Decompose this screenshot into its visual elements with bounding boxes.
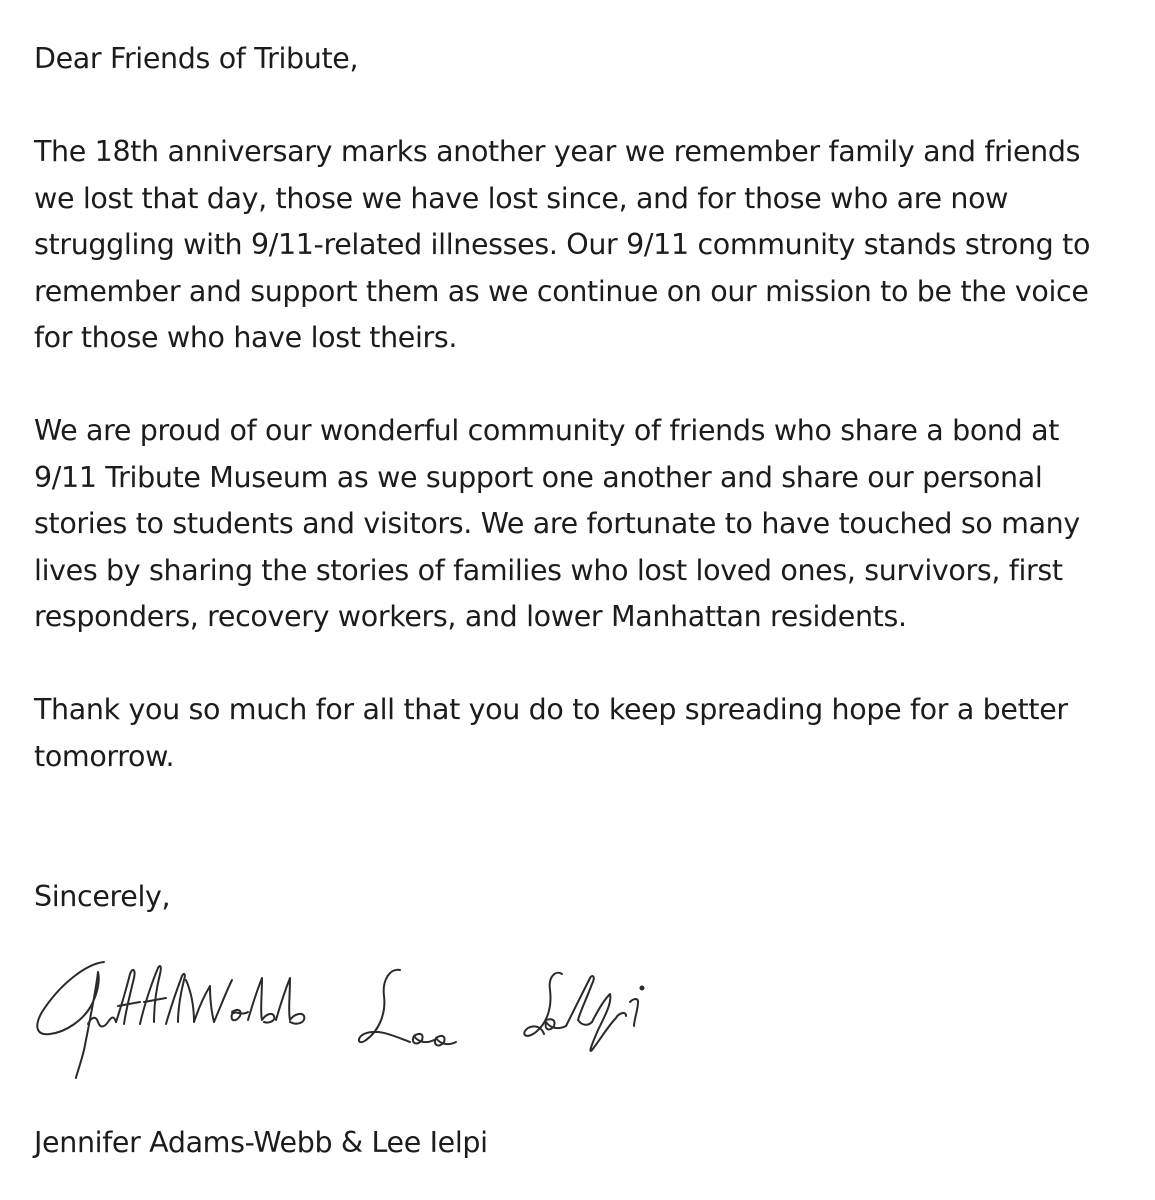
paragraph-gap <box>34 641 1134 688</box>
paragraph-gap <box>34 362 1134 409</box>
signer-names: Jennifer Adams-Webb & Lee Ielpi <box>34 1126 488 1159</box>
paragraph: The 18th anniversary marks another year we remember family and friends we lost that day, those we have lost since, and for those who are now struggling with 9/11-related illnesses. Our 9/11 community stands strong to remember and support them as we continue on our mission to be the voice for those who have lost theirs. <box>34 135 1091 354</box>
salutation: Dear Friends of Tribute, <box>34 42 359 75</box>
letter-body <box>34 36 1134 780</box>
paragraph: Thank you so much for all that you do to keep spreading hope for a better tomorrow. <box>34 693 1068 773</box>
paragraph: We are proud of our wonderful community of friends who share a bond at 9/11 Tribute Museum as we support one another and share our personal stories to students and visitors. We are fortunate to have touched so many lives by sharing the stories of families who lost loved ones, survivors, first responders, recovery workers, and lower Manhattan residents. <box>34 414 1080 633</box>
handwritten-signature <box>26 950 666 1090</box>
paragraph-gap <box>34 83 1134 130</box>
closing: Sincerely, <box>34 880 171 913</box>
